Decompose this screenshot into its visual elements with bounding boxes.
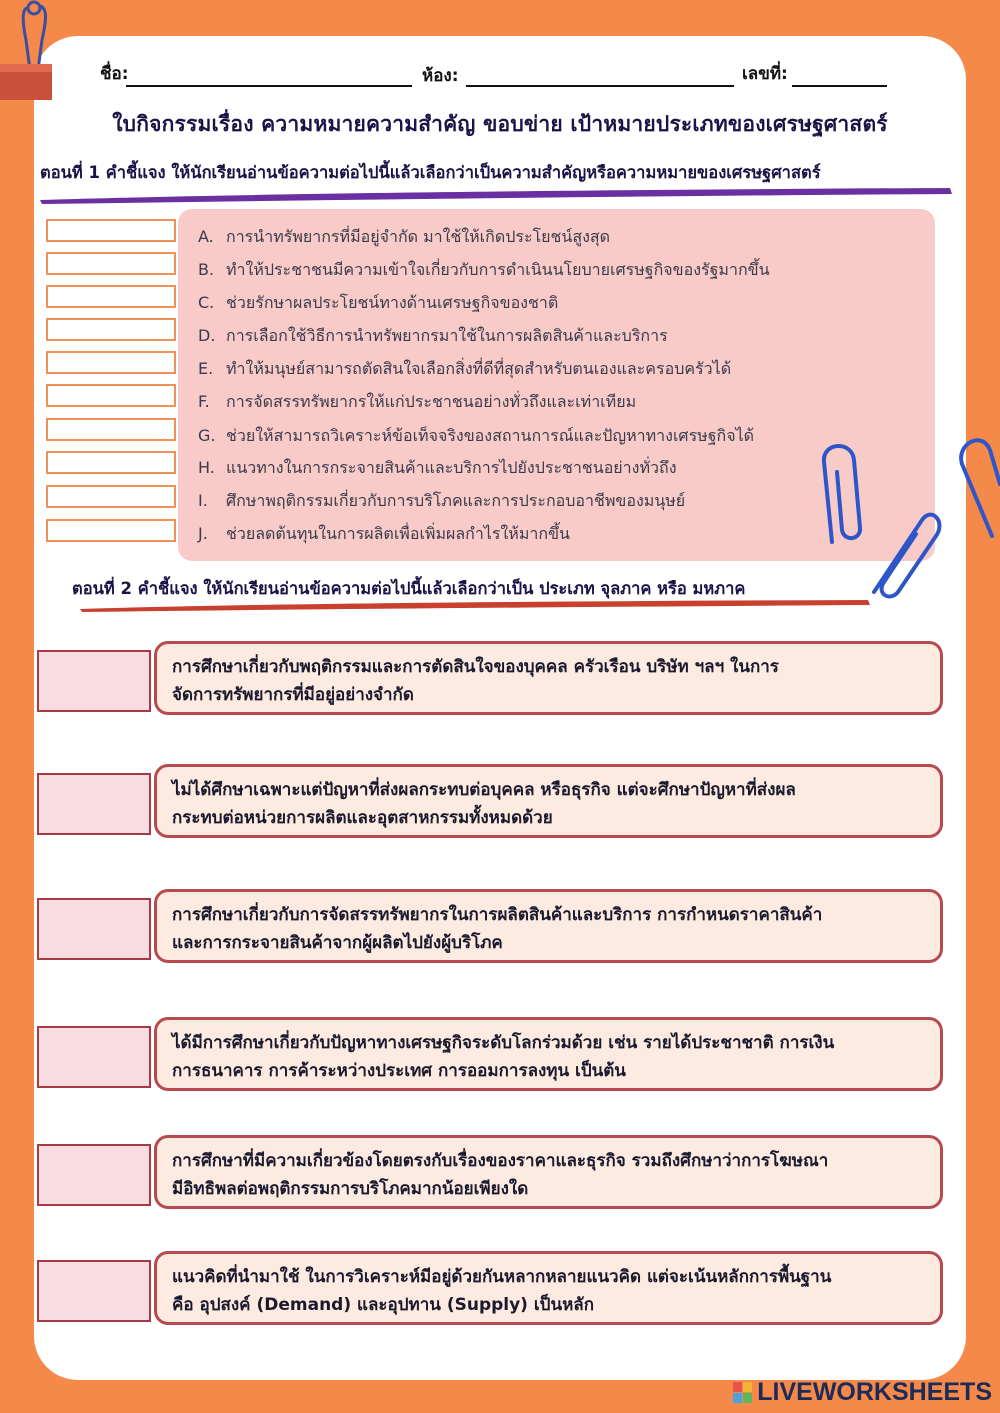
statement-line1: การศึกษาที่มีความเกี่ยวข้องโดยตรงกับเรื่องของราคาและธุรกิจ รวมถึงศึกษาว่าการโฆษณา bbox=[172, 1151, 829, 1171]
statement-text: ช่วยลดต้นทุนในการผลิตเพื่อเพิ่มผลกำไรให้มากขึ้น bbox=[226, 524, 570, 543]
part2-statement-card bbox=[154, 1017, 943, 1091]
room-field[interactable] bbox=[466, 85, 734, 87]
room-label: ห้อง: bbox=[422, 66, 459, 86]
statement-text: การเลือกใช้วิธีการนำทรัพยากรมาใช้ในการผลิตสินค้าและบริการ bbox=[226, 326, 668, 345]
statement-line2: คือ อุปสงค์ (Demand) และอุปทาน (Supply) เป็นหลัก bbox=[172, 1295, 595, 1315]
statement-letter: C. bbox=[198, 293, 215, 312]
part1-statement bbox=[198, 456, 677, 481]
statement-text: ช่วยรักษาผลประโยชน์ทางด้านเศรษฐกิจของชาติ bbox=[226, 293, 559, 312]
part1-statement bbox=[198, 258, 770, 283]
part1-answer-box[interactable] bbox=[46, 451, 176, 474]
part2-answer-box[interactable] bbox=[37, 1026, 151, 1088]
binder-clip-icon bbox=[0, 0, 70, 110]
part1-answer-box[interactable] bbox=[46, 485, 176, 508]
part2-instruction: ตอนที่ 2 คำชี้แจง ให้นักเรียนอ่านข้อความต่อไปนี้แล้วเลือกว่าเป็น ประเภท จุลภาค หรือ มหภาค bbox=[72, 579, 746, 598]
statement-text: ทำให้ประชาชนมีความเข้าใจเกี่ยวกับการดำเนินนโยบายเศรษฐกิจของรัฐมากขึ้น bbox=[226, 260, 770, 279]
statement-text: ทำให้มนุษย์สามารถตัดสินใจเลือกสิ่งที่ดีที่สุดสำหรับตนเองและครอบครัวได้ bbox=[226, 359, 732, 378]
paperclip-icon bbox=[864, 500, 944, 610]
part2-answer-box[interactable] bbox=[37, 1260, 151, 1322]
number-label: เลขที่: bbox=[742, 64, 788, 84]
part1-answer-box[interactable] bbox=[46, 418, 176, 441]
part2-answer-box[interactable] bbox=[37, 1144, 151, 1206]
statement-line2: จัดการทรัพยากรที่มีอยู่อย่างจำกัด bbox=[172, 685, 414, 705]
statement-letter: G. bbox=[198, 426, 216, 445]
part1-statement bbox=[198, 522, 570, 547]
statement-letter: E. bbox=[198, 359, 214, 378]
statement-line1: การศึกษาเกี่ยวกับการจัดสรรทรัพยากรในการผลิตสินค้าและบริการ การกำหนดราคาสินค้า bbox=[172, 905, 823, 925]
part2-answer-box[interactable] bbox=[37, 773, 151, 835]
part2-statement-card bbox=[154, 764, 943, 838]
name-label: ชื่อ: bbox=[100, 64, 129, 84]
part1-statement bbox=[198, 390, 636, 415]
statement-text: การจัดสรรทรัพยากรให้แก่ประชาชนอย่างทั่วถึงและเท่าเทียม bbox=[226, 392, 637, 411]
statement-letter: B. bbox=[198, 260, 215, 279]
number-field[interactable] bbox=[792, 85, 887, 87]
paperclip-icon bbox=[812, 432, 872, 552]
statement-letter: A. bbox=[198, 227, 214, 246]
part1-instruction: ตอนที่ 1 คำชี้แจง ให้นักเรียนอ่านข้อความต่อไปนี้แล้วเลือกว่าเป็นความสำคัญหรือความหมายของเศรษฐศาสตร์ bbox=[40, 163, 821, 182]
statement-letter: D. bbox=[198, 326, 216, 345]
part1-answer-box[interactable] bbox=[46, 384, 176, 407]
part2-statement-card bbox=[154, 641, 943, 715]
part1-statement bbox=[198, 424, 754, 449]
statement-text: ศึกษาพฤติกรรมเกี่ยวกับการบริโภคและการประกอบอาชีพของมนุษย์ bbox=[226, 491, 686, 510]
part1-statement bbox=[198, 291, 558, 316]
part1-statement bbox=[198, 489, 685, 514]
statement-line1: แนวคิดที่นำมาใช้ ในการวิเคราะห์มีอยู่ด้วยกันหลากหลายแนวคิด แต่จะเน้นหลักการพื้นฐาน bbox=[172, 1267, 832, 1287]
statement-line2: มีอิทธิพลต่อพฤติกรรมการบริโภคมากน้อยเพียงใด bbox=[172, 1179, 529, 1199]
part1-statement bbox=[198, 357, 731, 382]
statement-line2: และการกระจายสินค้าจากผู้ผลิตไปยังผู้บริโภค bbox=[172, 933, 503, 953]
statement-line1: ได้มีการศึกษาเกี่ยวกับปัญหาทางเศรษฐกิจระดับโลกร่วมด้วย เช่น รายได้ประชาชาติ การเงิน bbox=[172, 1033, 835, 1053]
liveworksheets-watermark bbox=[733, 1378, 992, 1407]
part2-answer-box[interactable] bbox=[37, 650, 151, 712]
part1-answer-box[interactable] bbox=[46, 219, 176, 242]
watermark-text: LIVEWORKSHEETS bbox=[757, 1378, 992, 1406]
red-brush-underline bbox=[76, 597, 876, 613]
part1-statement bbox=[198, 225, 610, 250]
part2-statement-card bbox=[154, 1135, 943, 1209]
part1-answer-box[interactable] bbox=[46, 285, 176, 308]
part1-answer-box[interactable] bbox=[46, 318, 176, 341]
name-field[interactable] bbox=[126, 85, 412, 87]
statement-text: แนวทางในการกระจายสินค้าและบริการไปยังประชาชนอย่างทั่วถึง bbox=[226, 458, 677, 477]
statement-letter: I. bbox=[198, 491, 208, 510]
part1-answer-box[interactable] bbox=[46, 351, 176, 374]
part2-statement-card bbox=[154, 889, 943, 963]
part1-statement bbox=[198, 324, 668, 349]
part2-statement-card bbox=[154, 1251, 943, 1325]
statement-letter: F. bbox=[198, 392, 210, 411]
part1-answer-box[interactable] bbox=[46, 252, 176, 275]
statement-line1: การศึกษาเกี่ยวกับพฤติกรรมและการตัดสินใจของบุคคล ครัวเรือน บริษัท ฯลฯ ในการ bbox=[172, 657, 779, 677]
statement-letter: J. bbox=[198, 524, 208, 543]
purple-brush-underline bbox=[36, 184, 956, 206]
paperclip-icon bbox=[952, 424, 1000, 544]
statement-text: การนำทรัพยากรที่มีอยู่จำกัด มาใช้ให้เกิดประโยชน์สูงสุด bbox=[226, 227, 611, 246]
page-title: ใบกิจกรรมเรื่อง ความหมายความสำคัญ ขอบข่าย เป้าหมายประเภทของเศรษฐศาสตร์ bbox=[112, 112, 888, 136]
statement-line2: การธนาคาร การค้าระหว่างประเทศ การออมการลงทุน เป็นต้น bbox=[172, 1061, 626, 1081]
statement-line2: กระทบต่อหน่วยการผลิตและอุตสาหกรรมทั้งหมดด้วย bbox=[172, 808, 553, 828]
statement-line1: ไม่ได้ศึกษาเฉพาะแต่ปัญหาที่ส่งผลกระทบต่อบุคคล หรือธุรกิจ แต่จะศึกษาปัญหาที่ส่งผล bbox=[172, 780, 796, 800]
statement-letter: H. bbox=[198, 458, 215, 477]
statement-text: ช่วยให้สามารถวิเคราะห์ข้อเท็จจริงของสถานการณ์และปัญหาทางเศรษฐกิจได้ bbox=[226, 426, 755, 445]
liveworksheets-logo-icon bbox=[733, 1382, 753, 1404]
part1-answer-box[interactable] bbox=[46, 519, 176, 542]
part2-answer-box[interactable] bbox=[37, 898, 151, 960]
